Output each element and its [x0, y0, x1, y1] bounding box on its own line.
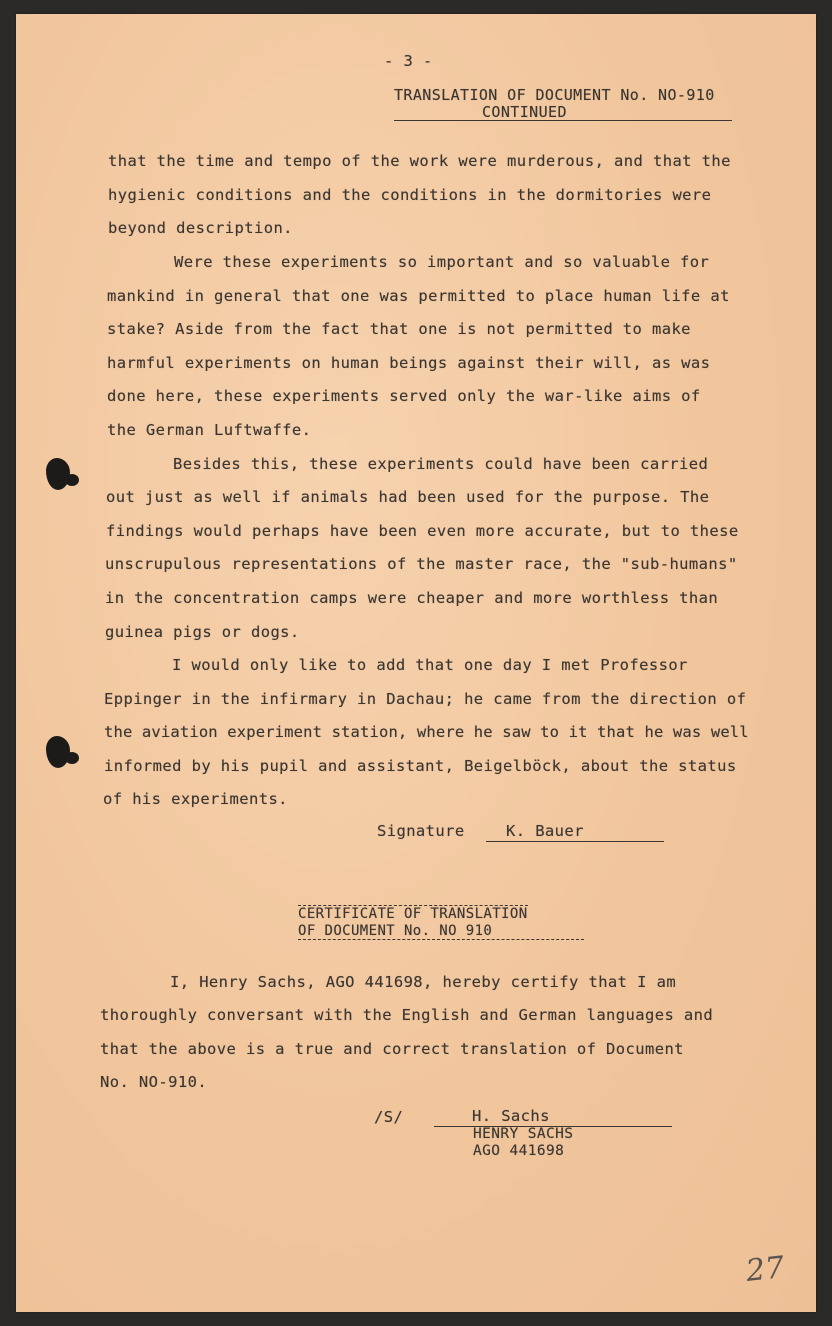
body-line: in the concentration camps were cheaper and more worthless than: [105, 589, 719, 607]
punch-hole: [46, 736, 70, 768]
body-line: I would only like to add that one day I met Professor: [172, 656, 688, 674]
body-line: that the time and tempo of the work were murderous, and that the: [108, 152, 731, 170]
body-line: done here, these experiments served only the war-like aims of: [107, 387, 701, 405]
certificate-line: thoroughly conversant with the English and German languages and: [100, 1006, 714, 1024]
certificate-title: CERTIFICATE OF TRANSLATION: [298, 906, 528, 922]
punch-hole: [46, 458, 70, 490]
certificate-sig-line: [434, 1109, 672, 1127]
body-line: Eppinger in the infirmary in Dachau; he came from the direction of: [104, 690, 747, 708]
body-line: findings would perhaps have been even more accurate, but to these: [106, 522, 739, 540]
body-line: stake? Aside from the fact that one is not permitted to make: [107, 320, 691, 338]
signature-value: K. Bauer: [506, 822, 584, 840]
header-underline: [394, 104, 732, 121]
certificate-sig-prefix: /S/: [374, 1108, 404, 1126]
certificate-line: that the above is a true and correct translation of Document: [100, 1040, 684, 1058]
body-line: the German Luftwaffe.: [107, 421, 312, 439]
body-line: hygienic conditions and the conditions in the dormitories were: [108, 186, 712, 204]
certificate-subtitle: OF DOCUMENT No. NO 910: [298, 923, 584, 940]
signature-line: [486, 824, 664, 842]
body-line: out just as well if animals had been used for the purpose. The: [106, 488, 710, 506]
body-line: Were these experiments so important and so valuable for: [174, 253, 710, 271]
handwritten-page-number: 27: [744, 1250, 786, 1289]
header-continued: CONTINUED: [482, 103, 567, 121]
certificate-sig-handwritten: H. Sachs: [472, 1107, 550, 1125]
body-line: harmful experiments on human beings against their will, as was: [107, 354, 711, 372]
body-line: Besides this, these experiments could have been carried: [173, 455, 709, 473]
body-line: informed by his pupil and assistant, Beigelböck, about the status: [104, 757, 737, 775]
page-marker: - 3 -: [384, 52, 433, 70]
body-line: mankind in general that one was permitted to place human life at: [107, 287, 730, 305]
body-line: of his experiments.: [103, 790, 288, 808]
certificate-line: No. NO-910.: [100, 1073, 208, 1091]
document-page: [16, 14, 816, 1312]
certificate-line: I, Henry Sachs, AGO 441698, hereby certify that I am: [170, 973, 677, 991]
signature-label: Signature: [377, 822, 465, 840]
certificate-sig-name: HENRY SACHS: [473, 1126, 574, 1142]
body-line: the aviation experiment station, where he saw to it that he was well: [104, 723, 749, 741]
body-line: guinea pigs or dogs.: [105, 623, 300, 641]
body-line: beyond description.: [108, 219, 293, 237]
header-title: TRANSLATION OF DOCUMENT No. NO-910: [394, 86, 715, 104]
body-line: unscrupulous representations of the master race, the "sub-humans": [105, 555, 738, 573]
certificate-sig-ago: AGO 441698: [473, 1143, 565, 1159]
